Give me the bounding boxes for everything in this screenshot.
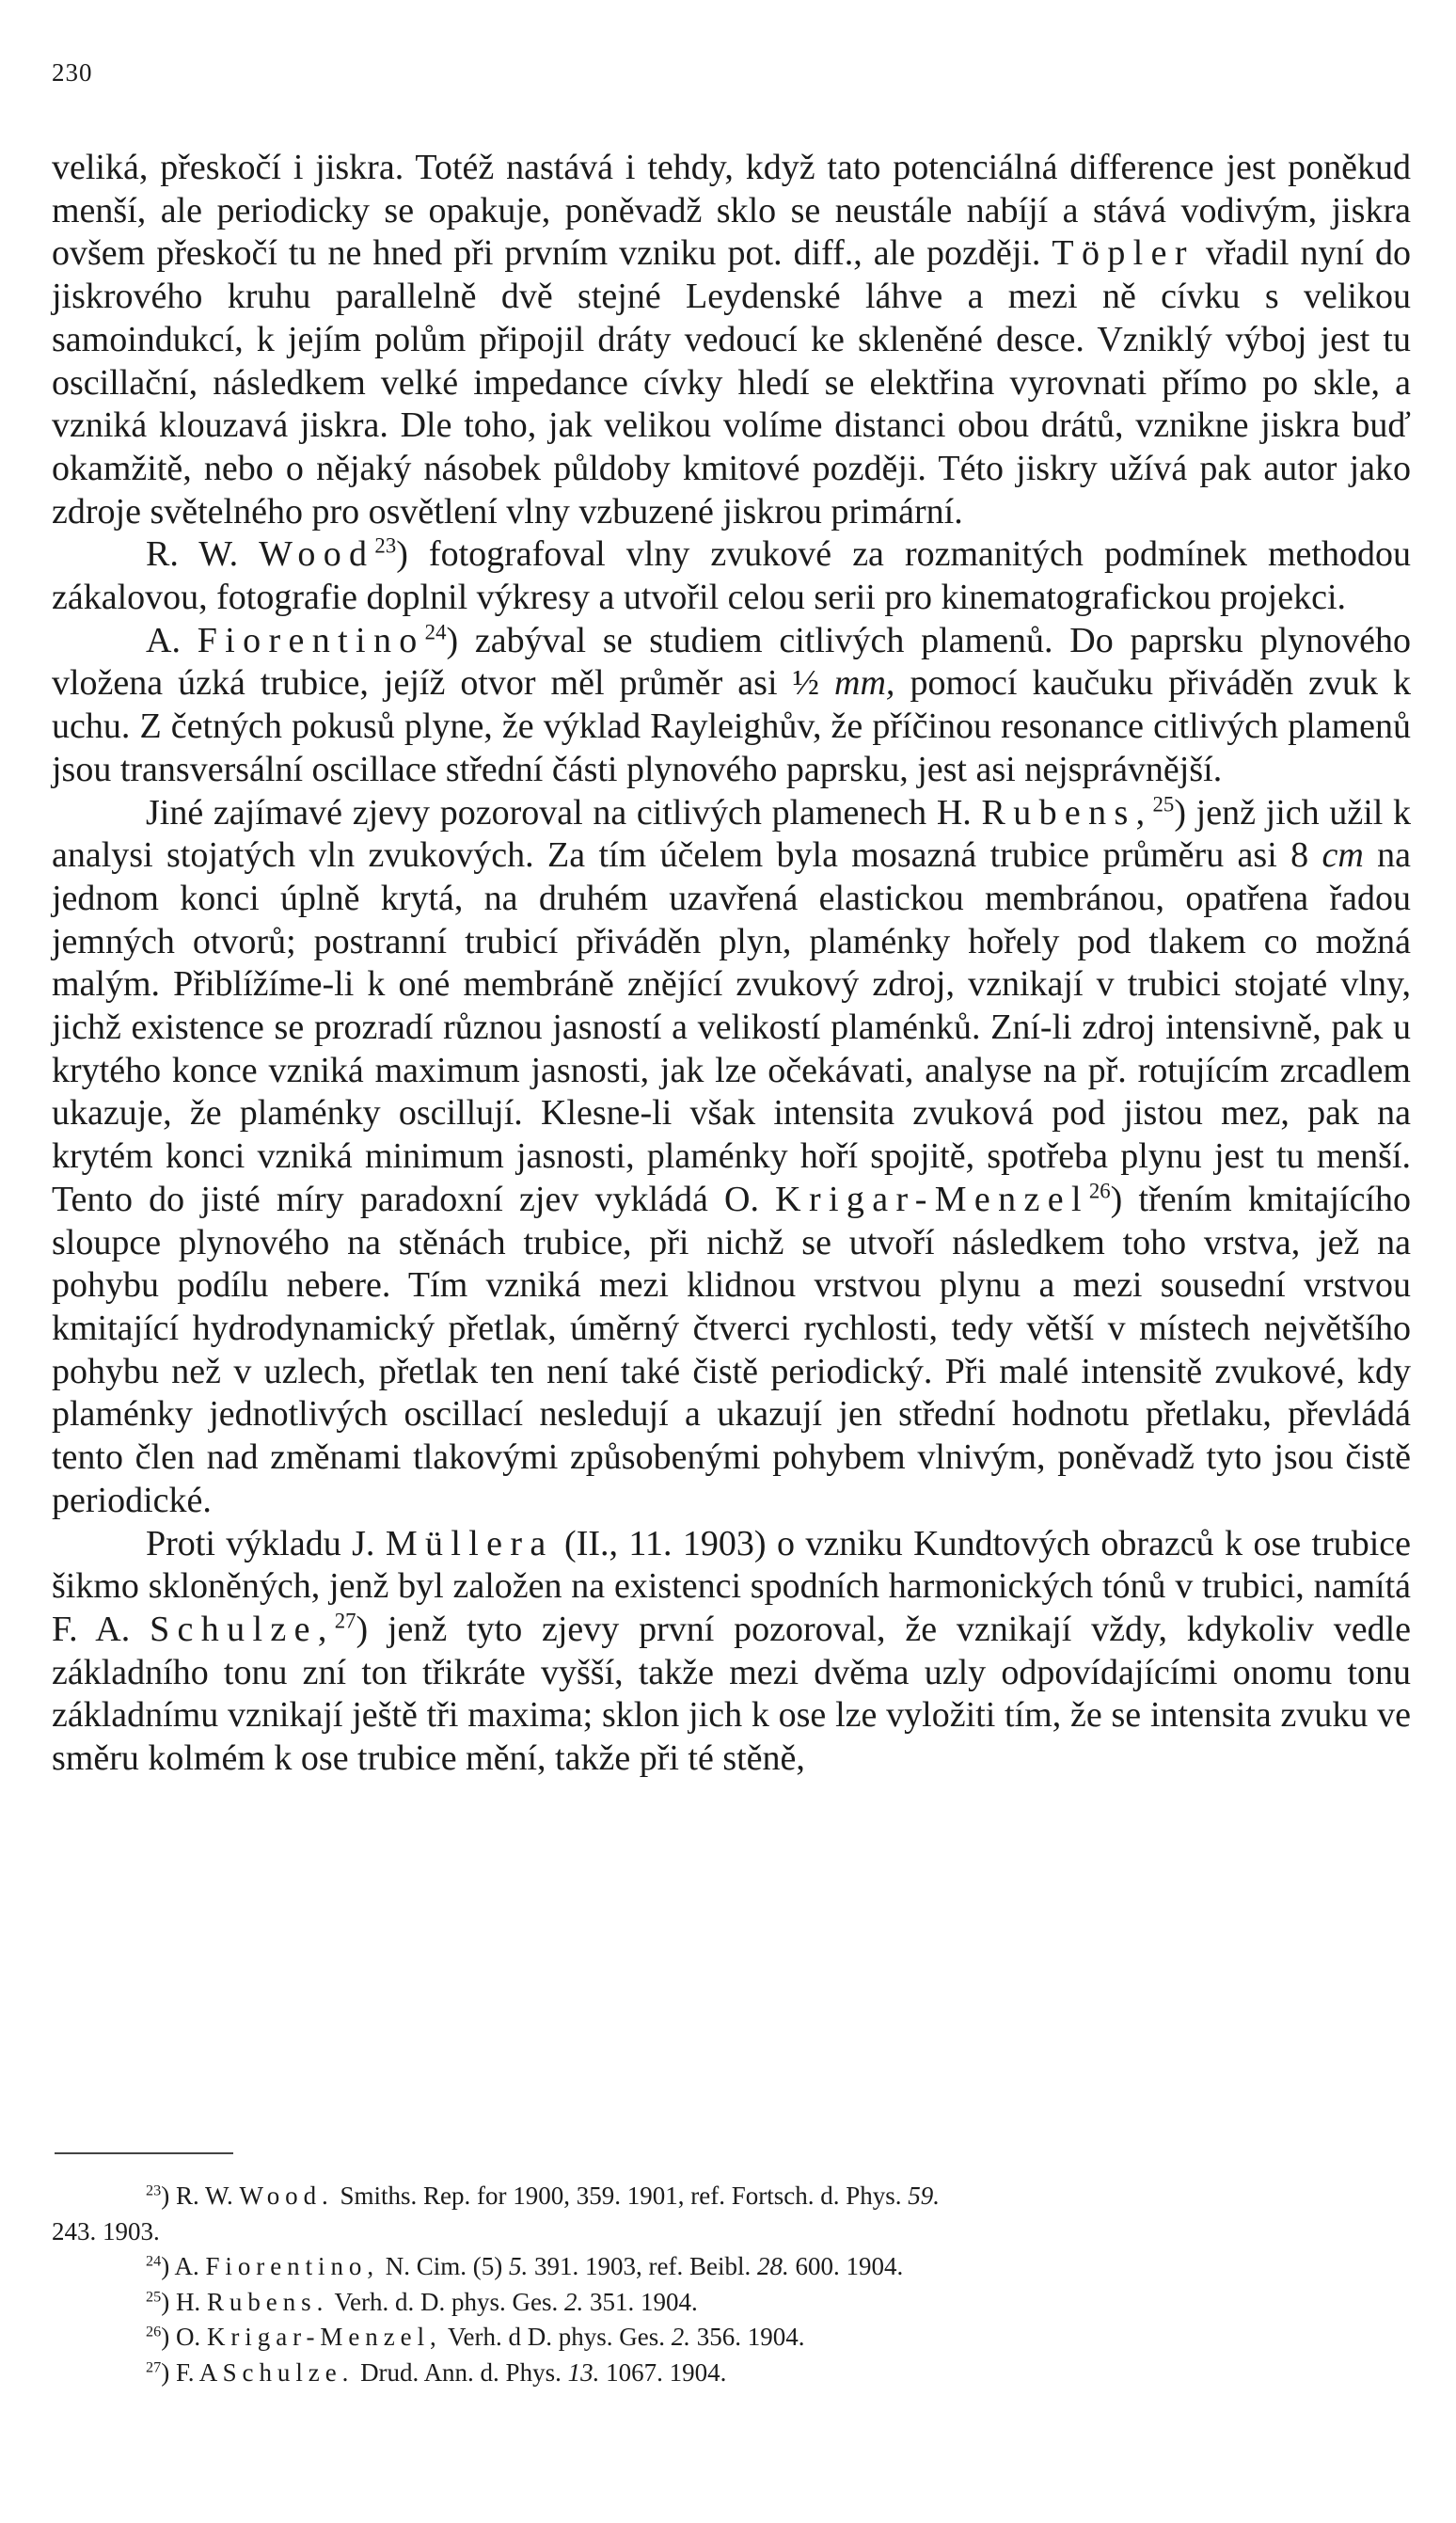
- footnote-ref: 26: [1088, 1179, 1111, 1203]
- footnote-mark: 23: [146, 2182, 162, 2199]
- text-span: H.: [175, 2287, 201, 2316]
- footnote-mark: 25: [146, 2287, 162, 2305]
- text-span: Smiths. Rep. for 1900, 359. 1901, ref. Fortsch. d. Phys.: [340, 2182, 902, 2210]
- author-name: Wood: [259, 534, 375, 575]
- paragraph-2: [52, 533, 1411, 619]
- footnote-ref: 23: [374, 533, 397, 558]
- volume: 59.: [908, 2182, 940, 2210]
- paragraph-5: [52, 1523, 1411, 1781]
- volume: 28.: [757, 2252, 789, 2280]
- paragraph-4: [52, 792, 1411, 1523]
- author-name: Töpler: [1052, 233, 1195, 274]
- footnote-ref: 25: [1152, 791, 1175, 816]
- text-span: vřadil nyní do jiskrového kruhu parallelně dvě stejné Leydenské láhve a mezi ně cívku s velikou samoindukcí, k jejím polům připojil dráty vedoucí ke skleněné desce. Vzniklý výboj jest tu oscillační, následkem velké impedance cívky hledí se elektřina vyrovnati přímo po skle, a vzniká klouzavá jiskra. Dle toho, jak velikou volíme distanci obou drátů, vznikne jiskra buď okamžitě, nebo o nějaký násobek půldoby kmitové později. Této jiskry užívá pak autor jako zdroje světelného pro osvětlení vlny vzbuzené jiskrou primární.: [52, 233, 1412, 532]
- author-name: Müllera: [385, 1523, 554, 1563]
- text-span: ) třením kmitajícího sloupce plynového na stěnách trubice, při nichž se utvoří následkem toho vrstva, jež na pohybu podílu nebere. Tím vzniká mezi klidnou vrstvou plynu a mezi sousední vrstvou kmitající hydrodynamický přetlak, úměrný čtverci rychlosti, tedy větší v místech největšího pohybu než v uzlech, přetlak ten není také čistě periodický. Při malé intensitě zvukové, kdy plaménky jednotlivých oscillací nesledují a ukazují jen střední hodnotu přetlaku, převládá tento člen nad změnami tlakovými způsobenými pohybem vlnivým, poněvadž tyto jsou čistě periodické.: [52, 1179, 1412, 1520]
- footnote-mark: 24: [146, 2252, 162, 2270]
- text-span: 243. 1903.: [52, 2216, 160, 2245]
- author-name: Fiorentino,: [205, 2252, 380, 2280]
- footnote-23: $^{23}$) R. W. Wood. Smiths. Rep. for 1900, 359. 1901, ref. Fortsch. d. Phys. 59.: [146, 2182, 940, 2210]
- text-span: A.: [174, 2252, 199, 2280]
- text-span: ) fotografoval vlny zvukové za rozmanitých podmínek methodou zákalovou, fotografie doplnil výkresy a utvořil celou serii pro kinematografickou projekci.: [52, 534, 1411, 618]
- footnote-23-cont: [52, 2214, 1411, 2250]
- body-text: [52, 147, 1411, 1781]
- unit: cm: [1321, 835, 1364, 876]
- text-span: Jiné zajímavé zjevy pozoroval na citlivých plamenech H.: [146, 792, 972, 833]
- text-span: na jednom konci úplně krytá, na druhém uzavřená elastickou membránou, opatřena řadou jemných otvorů; postranní trubicí přiváděn plyn, plaménky hořely pod tlakem co možná malým. Přiblížíme-li k oné membráně znějící zvukový zdroj, vznikají v trubici stojaté vlny, jichž existence se prozradí různou jasností a velikostí plaménků. Zní-li zdroj intensivně, pak u krytého konce vzniká maximum jasnosti, jak lze očekávati, analyse na př. rotujícím zrcadlem ukazuje, že plaménky oscillují. Klesne-li však intensita zvuková pod jistou mez, pak na krytém konci vzniká minimum jasnosti, plaménky hoří spojitě, spotřeba plynu jest tu menší. Tento do jisté míry paradoxní zjev vykládá O.: [52, 835, 1412, 1219]
- text-span: 356. 1904.: [696, 2323, 805, 2351]
- footnote-24: $^{24}$) A. Fiorentino, N. Cim. (5) 5. 391. 1903, ref. Beibl. 28. 600. 1904.: [146, 2252, 904, 2280]
- footnote-mark: 27: [146, 2357, 162, 2375]
- text-span: pomocí kaučuku přiváděn zvuk k uchu. Z četných pokusů plyne, že výklad Rayleighův, že příčinou resonance citlivých plamenů jsou transversální oscillace střední části plynového paprsku, jest asi nejsprávnější.: [52, 663, 1412, 789]
- text-span: 391. 1903, ref. Beibl.: [534, 2252, 752, 2280]
- text-span: N. Cim. (5): [385, 2252, 503, 2280]
- author-name: Fiorentino: [197, 620, 425, 660]
- text-span: R. W.: [146, 534, 239, 575]
- author-name: Krigar-Menzel: [775, 1179, 1089, 1219]
- text-span: Drud. Ann. d. Phys.: [360, 2357, 562, 2387]
- footnote-27: $^{27}$) F. A Schulze. Drud. Ann. d. Phys. 13. 1067. 1904.: [146, 2357, 727, 2387]
- text-span: 600. 1904.: [795, 2252, 904, 2280]
- footnotes: [52, 2179, 1411, 2390]
- volume: 2.: [564, 2287, 584, 2316]
- page-number: 230: [52, 58, 93, 87]
- author-name: Schulze,: [150, 1609, 335, 1649]
- text-span: Verh. d D. phys. Ges.: [448, 2323, 665, 2351]
- text-span: ) jenž tyto zjevy první pozoroval, že vznikají vždy, kdykoliv vedle základního tonu zní ton třikráte vyšší, takže mezi dvěma uzly odpovídajícími onomu tonu základnímu vznikají ještě tři maxima; sklon jich k ose lze vyložiti tím, že se intensita zvuku ve směru kolmém k ose trubice mění, takže při té stěně,: [52, 1609, 1412, 1779]
- footnote-25: $^{25}$) H. Rubens. Verh. d. D. phys. Ges. 2. 351. 1904.: [146, 2287, 698, 2316]
- text-span: 1067. 1904.: [606, 2357, 727, 2387]
- text-span: ) zabýval se studiem citlivých plamenů. Do paprsku plynového vložena úzká trubice, jejíž otvor měl průměr asi: [52, 620, 1411, 704]
- text-span: F. A: [175, 2357, 216, 2387]
- footnote-divider: [55, 2152, 233, 2154]
- author-name: Schulze.: [222, 2357, 355, 2387]
- author-name: Rubens.: [206, 2287, 329, 2316]
- text-span: veliká, přeskočí i jiskra. Totéž nastává i tehdy, když tato potenciálná difference jest poněkud menší, ale periodicky se opakuje, poněvadž sklo se neustále nabíjí a stává vodivým, jiskra ovšem přeskočí tu ne hned při prvním vzniku pot. diff., ale později.: [52, 148, 1411, 274]
- text-span: R. W.: [175, 2182, 233, 2210]
- text-span: O.: [175, 2323, 201, 2351]
- text-span: 351. 1904.: [590, 2287, 698, 2316]
- footnote-mark: 26: [146, 2323, 162, 2341]
- paragraph-3: [52, 620, 1411, 792]
- text-span: (II., 11. 1903) o vzniku Kundtových obrazců k ose trubice šikmo skloněných, jenž byl založen na existenci spodních harmonických tónů v trubici, namítá F. A.: [52, 1523, 1412, 1649]
- volume: 2.: [671, 2323, 690, 2351]
- author-name: Krigar-Menzel,: [206, 2323, 442, 2351]
- volume: 13.: [567, 2357, 600, 2387]
- text-span: ) jenž jich užil k analysi stojatých vln zvukových. Za tím účelem byla mosazná trubice průměru asi 8: [52, 792, 1412, 876]
- author-name: Wood.: [239, 2182, 334, 2210]
- fraction: ½: [792, 663, 820, 704]
- paragraph-1: [52, 147, 1411, 533]
- footnote-ref: 24: [424, 620, 447, 644]
- text-span: Verh. d. D. phys. Ges.: [334, 2287, 559, 2316]
- volume: 5.: [509, 2252, 529, 2280]
- footnote-26: $^{26}$) O. Krigar-Menzel, Verh. d D. phys. Ges. 2. 356. 1904.: [146, 2323, 805, 2351]
- text-span: Proti výkladu J.: [146, 1523, 375, 1563]
- unit: mm,: [834, 663, 895, 704]
- author-name: Rubens,: [981, 792, 1153, 833]
- footnote-ref: 27: [334, 1609, 356, 1633]
- text-span: A.: [146, 620, 181, 660]
